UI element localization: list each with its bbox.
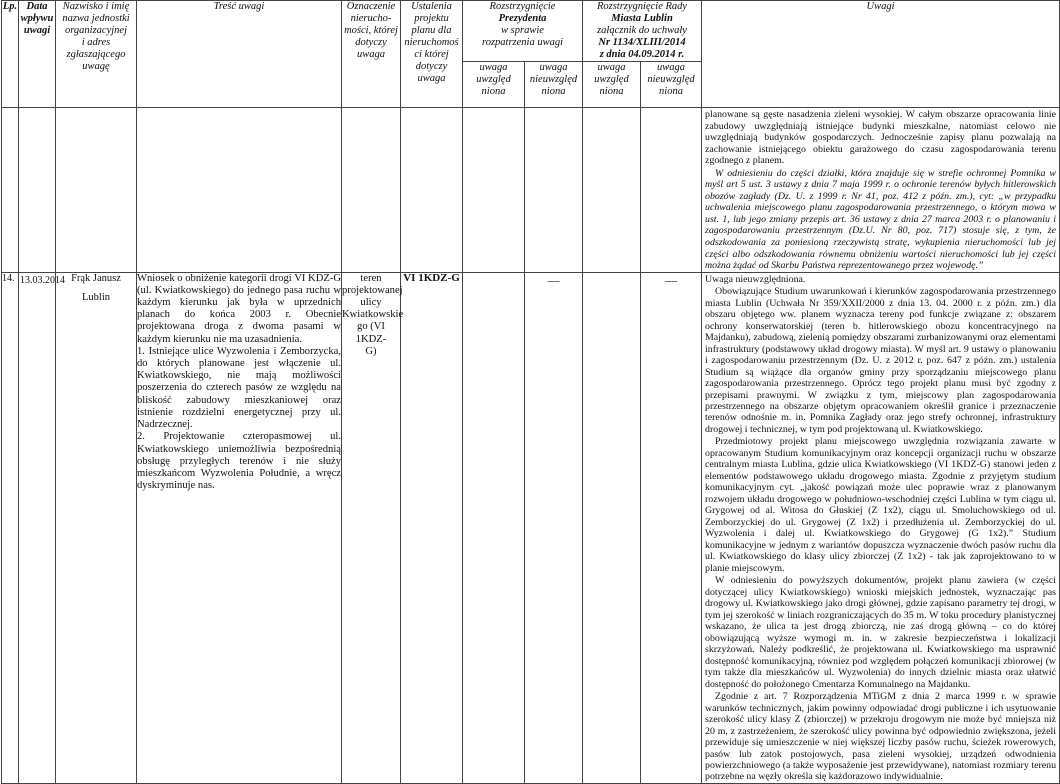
row-notes: Uwaga nieuwzględniona. Obowiązujące Studium uwarunkowań i kierunków zagospodarowania przestrzennego miasta Lublin (Uchwała Nr 359/XXII/2000 z dnia 13. 04. 2000 r. z późn. zm.) dla obszaru objętego ww. planem wyznacza tereny pod funkcje związane z: obszarem ochrony konserwatorskiej (teren b. hitlerowskiego obozu koncentracyjnego na Majdanku), zabudową, zielenią pomiędzy obszarami zurbanizowanymi oraz elementami infrastruktury (podstawowy układ drogowy miasta). W myśl art. 9 ustawy o planowaniu i zagospodarowaniu przestrzennym (Dz. U. z 2012 r. poz. 647 z późn. zm.) ustalenia Studium są wiążące dla organów gminy przy sporządzaniu miejscowego planu zagospodarowania przestrzennego. Oprócz tego projekt planu musi być zgodny z przepisami prawnymi. W związku z tym, miejscowy plan zagospodarowania przestrzennego na obszarze objętym opracowaniem określił granice i przeznaczenie terenów odnośnie m. in. Pomnika Zagłady oraz jego strefy ochronnej, infrastruktury drogowej i technicznej, w tym pod projektowaną ul. Kwiatkowskiego. Przedmiotowy projekt planu miejscowego uwzględnia rozwiązania zawarte w opracowanym Studium komunikacyjnym oraz koncepcji organizacji ruchu w obszarze centralnym miasta Lublina, gdzie ulica Kwiatkowskiego (VI 1KDZ-G) stanowi jeden z elementów podstawowego układu drogowego miasta. Zgodnie z przyjętym studium komunikacyjnym cyt. „jakość powiązań może ulec poprawie wraz z planowanym rozwojem układu drogowego w południowo-wschodniej części Lublina w tym ciągu ul. Grygowej od al. Witosa do Głuskiej (Z 1x2), ciągu ul. Smoluchowskiego od ul. Zemborzyckiej do ul. Grygowej (Z 1x2) i przedłużenia ul. Zemborzyckiej do ul. Wyzwolenia i dalej ul. Kwiatkowskiego do Grygowej (G 1x2).” Studium komunikacyjne w jednym z wariantów dopuszcza wyznaczenie dwóch pasów ruchu dla ul. Kwiatkowskiego do klasy ulicy zbiorczej (Z 1x2) - tak jak zaprojektowano to w planie miejscowym. W odniesieniu do powyższych dokumentów, projekt planu zawiera (w części dotyczącej ulicy Kwiatkowskiego) wnioski miejskich jednostek, wyznaczając pas drogowy ul. Kwiatkowskiego jako drogi głównej, gdzie zapisano parametry tej drogi, w tym jej szerokość w liniach rozgraniczających do 35 m. W toku procedury planistycznej wskazano, że ulica ta jest drogą zbiorczą, nie zaś drogą główną – co do której obowiązującą wyższe wymogi m. in. w zakresie bezpieczeństwa i lokalizacji skrzyżowań. Należy podkreślić, że projektowana ul. Kwiatkowskiego ma usprawnić dostępność komunikacyjną, równiez pod względem połączeń komunikacji zbiorowej (w tym także dla mieszkańców ul. Wyzwolenia) do innych dzielnic miasta oraz ułatwić dostępność do położonego Cmentarza Komunalnego na Majdanku. Zgodnie z art. 7 Rozporządzenia MTiGM z dnia 2 marca 1999 r. w sprawie warunków technicznych, jakim powinny odpowiadać drogi publiczne i ich usytuowanie szerokość ulicy klasy Z (zbiorczej) w przekroju drogowym nie może być mniejsza niż 20 m, z zastrzeżeniem, że szerokość ulicy powinna być odpowiednio zwiększona, jeżeli przewiduje się umieszczenie w niej większej liczby pasów ruchu, ścieżek rowerowych, pasów lub zatok postojowych, pasa zieleni wysokiej, urządzeń odwodnienia powierzchniowego (a także wyposażenie jest przewidywane), natomiast rozmiary terenu potrzebne na węzły określa się każdorazowo indywidualnie. bbox=[702, 272, 1060, 783]
row-council-accepted bbox=[583, 272, 641, 783]
header-plan: Ustalenia projektu planu dla nieruchomoś ci której dotyczy uwaga bbox=[401, 1, 463, 108]
header-council: Rozstrzygnięcie Rady Miasta Lublin załącznik do uchwały Nr 1134/XLIII/2014 z dnia 04.09.2014 r. bbox=[583, 1, 702, 62]
header-council-rejected: uwaga nieuwzględ niona bbox=[641, 62, 702, 108]
row-lp: 14. bbox=[2, 272, 19, 783]
header-notes: Uwagi bbox=[702, 1, 1060, 108]
header-council-accepted: uwaga uwzględ niona bbox=[583, 62, 641, 108]
header-date: Data wpływu uwagi bbox=[19, 1, 56, 108]
table-row-continuation bbox=[2, 108, 1060, 273]
row-council-rejected: — bbox=[641, 272, 702, 783]
header-president: Rozstrzygnięcie Prezydenta w sprawie rozpatrzenia uwagi bbox=[463, 1, 583, 62]
remarks-table bbox=[1, 0, 1060, 784]
row-president-rejected: — bbox=[525, 272, 583, 783]
table-row bbox=[2, 272, 1060, 783]
header-designation: Oznaczenie nierucho- mości, której dotyczy uwaga bbox=[342, 1, 401, 108]
row-name: Frąk Janusz Lublin bbox=[56, 272, 137, 783]
header-lp: Lp. bbox=[2, 1, 19, 108]
row-content: Wniosek o obniżenie kategorii drogi VI KDZ-G (ul. Kwiatkowskiego) do jednego pasa ruchu w każdym kierunku jak była w uprzednich planach do końca 2003 r. Obecnie projektowana droga z dwoma pasami w każdym kierunku nie ma uzasadnienia. 1. Istniejące ulice Wyzwolenia i Zemborzycka, do których planowane jest włączenie ul. Kwiatkowskiego, nie mają możliwości poszerzenia do czterech pasów ze względu na bliskość zabudowy mieszkaniowej oraz istnienie rozdzielni energetycznej przy ul. Nadrzecznej. 2. Projektowanie czteropasmowej ul. Kwiatkowskiego uniemożliwia bezpośrednią obsługę przyległych terenów i nie służy mieszkańcom Wyzwolenia Południe, a wręcz dyskryminuje nas. bbox=[137, 272, 342, 783]
header-president-rejected: uwaga nieuwzględ niona bbox=[525, 62, 583, 108]
notes-continued: planowane są gęste nasadzenia zieleni wysokiej. W całym obszarze opracowania linie zabudowy uwzględniają istniejące budynki mieszkalne, natomiast celowo nie uwzględniają budynków gospodarczych. Jednocześnie zapisy planu pozwalają na zachowanie istniejącego obiektu garażowego do czasu zagospodarowania terenu zgodnego z planem. W odniesieniu do części działki, która znajduje się w strefie ochronnej Pomnika w myśl art 5 ust. 3 ustawy z dnia 7 maja 1999 r. o ochronie terenów byłych hitlerowskich obozów zagłady (Dz. U. z 1999 r. Nr 41, poz. 412 z późn. zm.), cyt: „w przypadku uchwalenia miejscowego planu zagospodarowania przestrzennego, o którym mowa w ust. 1, lub jego zmiany przepis art. 36 ustawy z dnia 27 marca 2003 r. o planowaniu i zagospodarowaniu przestrzennym (Dz.U. Nr 80, poz. 717) stosuje się, z tym, że odszkodowania za poniesioną rzeczywistą stratę, wykupienia nieruchomości lub jej części albo odszkodowania równemu obniżeniu wartości nieruchomości lub jej części można żądać od Skarbu Państwa reprezentowanego przez wojewodę.” bbox=[702, 108, 1060, 273]
row-designation: teren projektowanej ulicy Kwiatkowskie go (VI 1KDZ- G) bbox=[342, 272, 401, 783]
row-president-accepted bbox=[463, 272, 525, 783]
row-plan: VI 1KDZ-G bbox=[401, 272, 463, 783]
header-president-accepted: uwaga uwzględ niona bbox=[463, 62, 525, 108]
header-content: Treść uwagi bbox=[137, 1, 342, 108]
header-name: Nazwisko i imię nazwa jednostki organizacyjnej i adres zgłaszającego uwagę bbox=[56, 1, 137, 108]
row-date: 13.03.2014 bbox=[19, 272, 56, 783]
